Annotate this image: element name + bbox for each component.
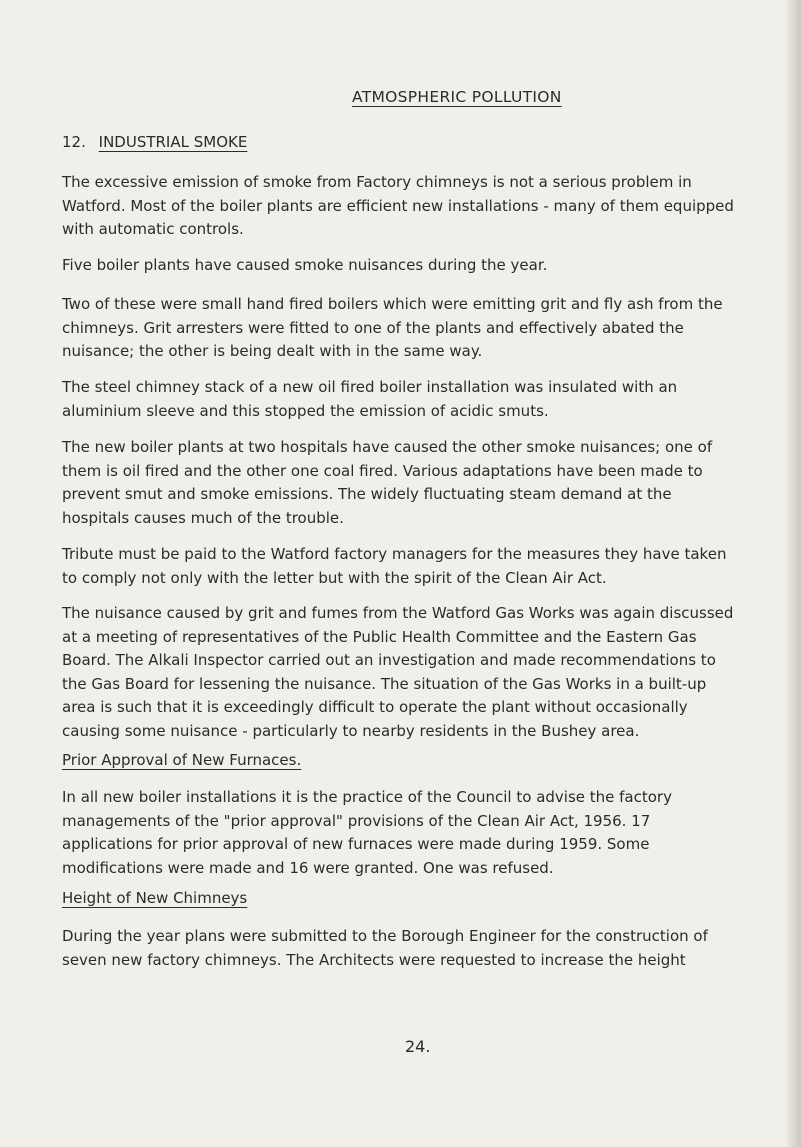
section-number: 12.	[62, 133, 86, 151]
section-heading	[62, 133, 247, 151]
paragraph-chimney-height: During the year plans were submitted to the Borough Engineer for the construction of seven new factory chimneys. The Architects were requested to increase the height	[62, 927, 708, 969]
page-edge-shadow	[785, 0, 801, 1147]
section-title: INDUSTRIAL SMOKE	[98, 133, 248, 151]
page-number: 24.	[405, 1037, 431, 1056]
paragraph-smoke-intro: The excessive emission of smoke from Factory chimneys is not a serious problem in Watford. Most of the boiler plants are efficient new installations - many of them equipped with automatic controls.	[62, 173, 734, 238]
paragraph-hand-fired: Two of these were small hand fired boilers which were emitting grit and fly ash from the chimneys. Grit arresters were fitted to one of the plants and effectively abated the nuisance; the other is being dealt with in the same way.	[62, 295, 723, 360]
subheading-prior-approval: Prior Approval of New Furnaces.	[62, 751, 302, 769]
paragraph-prior-approval: In all new boiler installations it is the practice of the Council to advise the factory managements of the "prior approval" provisions of the Clean Air Act, 1956. 17 applications for prior approval of new furnaces were made during 1959. Some modifications were made and 16 were granted. One was refused.	[62, 788, 672, 877]
paragraph-tribute: Tribute must be paid to the Watford factory managers for the measures they have taken to comply not only with the letter but with the spirit of the Clean Air Act.	[62, 545, 727, 587]
document-title: ATMOSPHERIC POLLUTION	[352, 88, 562, 106]
paragraph-steel-chimney: The steel chimney stack of a new oil fired boiler installation was insulated with an aluminium sleeve and this stopped the emission of acidic smuts.	[62, 378, 678, 420]
paragraph-five-plants: Five boiler plants have caused smoke nuisances during the year.	[62, 256, 548, 274]
paragraph-gas-works: The nuisance caused by grit and fumes from the Watford Gas Works was again discussed at a meeting of representatives of the Public Health Committee and the Eastern Gas Board. The Alkali Inspector carried out an investigation and made recommendations to the Gas Board for lessening the nuisance. The situation of the Gas Works in a built-up area is such that it is exceedingly difficult to operate the plant without occasionally causing some nuisance - particularly to nearby residents in the Bushey area.	[62, 604, 734, 740]
paragraph-hospitals: The new boiler plants at two hospitals have caused the other smoke nuisances; one of them is oil fired and the other one coal fired. Various adaptations have been made to prevent smut and smoke emissions. The widely fluctuating steam demand at the hospitals causes much of the trouble.	[62, 438, 713, 527]
subheading-chimney-height: Height of New Chimneys	[62, 889, 248, 907]
